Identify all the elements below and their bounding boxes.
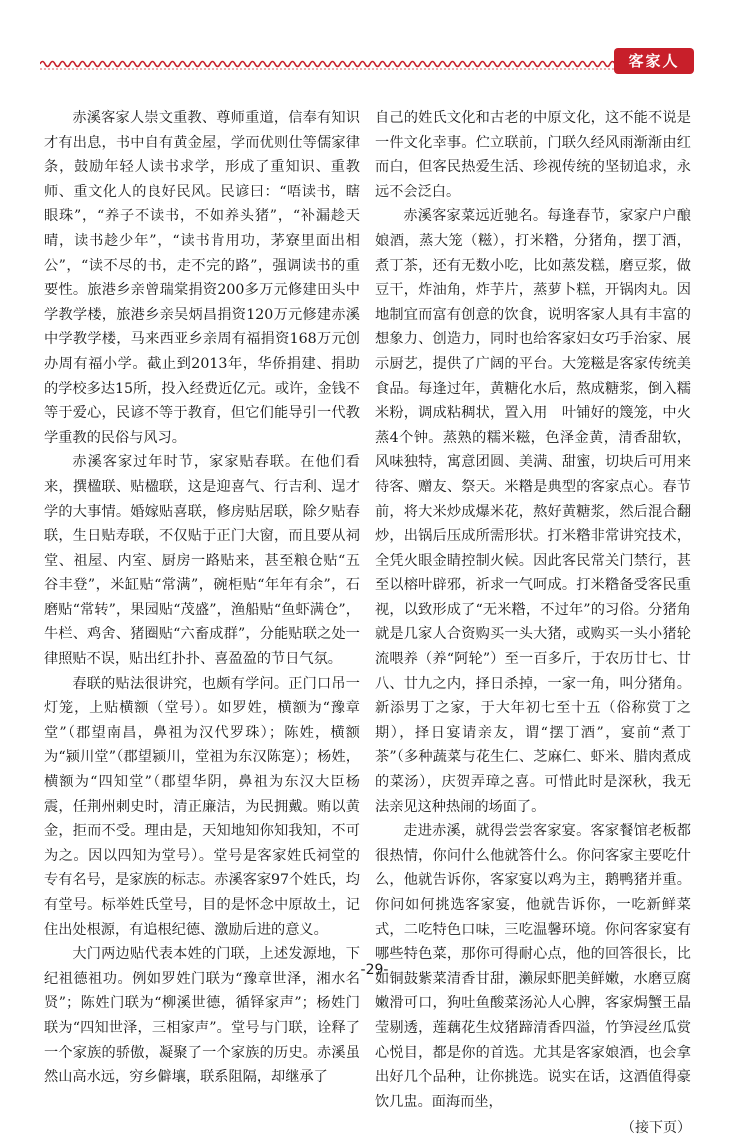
section-badge: 客家人 [614,48,694,74]
left-column [44,106,360,1090]
paragraph: 赤溪客家菜远近驰名。每逢春节，家家户户酿娘酒，蒸大笼（糍），打米糌，分猪角，摆丁酒，煮丁茶，还有无数小吃，比如蒸发糕，磨豆浆，做豆干，炸油角，炸芋片，蒸萝卜糕，开锅肉丸。因地制宜而富有创意的饮食，说明客家人具有丰富的想象力、创造力，同时也给客家妇女巧手治家、展示厨艺，提供了广阔的平台。大笼糍是客家传统美食品。每逢过年，黄糖化水后，熬成糖浆，倒入糯米粉，调成粘稠状，置入用 叶铺好的篾笼，中火蒸4个钟。蒸熟的糯米糍，色泽金黄，清香甜软，风味独特，寓意团圆、美满、甜蜜，切块后可用来待客、赠友、祭天。米糌是典型的客家点心。春节前，将大米炒成爆米花，熬好黄糖浆，然后混合翻炒，出锅后压成所需形状。打米糌非常讲究技术，全凭火眼金睛控制火候。因此客民常关门禁行，甚至以榕叶辟邪，祈求一气呵成。打米糌备受客民重视，以致形成了“无米糌，不过年”的习俗。分猪角就是几家人合资购买一头大猪，或购买一头小猪轮流喂养（养“阿轮”）至一百多斤，于农历廿七、廿八、廿九之内，择日杀掉，一家一角，叫分猪角。新添男丁之家，于大年初七至十五（俗称赏丁之期），择日宴请亲友，谓“摆丁酒”，宴前“煮丁茶”（多种蔬菜与花生仁、芝麻仁、虾米、腊肉煮成的菜汤），庆贺弄璋之喜。可惜此时是深秋，我无法亲见这种热闹的场面了。 [375,208,691,815]
paragraph: 赤溪客家过年时节，家家贴春联。在他们看来，撰楹联、贴楹联，这是迎喜气、行吉利、逞才学的大事情。婚嫁贴喜联，修房贴居联，除夕贴春联，生日贴寿联，不仅贴于正门大窗，而且要从祠堂、祖屋、内室、厨房一路贴来，甚至粮仓贴“五谷丰登”，米缸贴“常满”，碗柜贴“年年有余”，石磨贴“常转”，果园贴“茂盛”，渔船贴“鱼虾满仓”，牛栏、鸡舍、猪圈贴“六畜成群”，分能贴联之处一律照贴不误，贴出红扑扑、喜盈盈的节日气氛。 [44,454,360,668]
paragraph: 赤溪客家人崇文重教、尊师重道，信奉有知识才有出息，书中自有黄金屋，学而优则仕等儒家律条，鼓励年轻人读书求学，形成了重知识、重教师、重文化人的良好民风。民谚曰：“唔读书，瞎眼珠”，“养子不读书，不如养头猪”，“补漏趁天晴，读书趁少年”，“读书肯用功，茅寮里面出相公”，“读不尽的书，走不完的路”，强调读书的重要性。旅港乡亲曾瑞棠捐资200多万元修建田头中学教学楼，旅港乡亲吴炳昌捐资120万元修建赤溪中学教学楼，马来西亚乡亲周有福捐资168万元创办周有福小学。截止到2013年，华侨捐建、捐助的学校多达15所，投入经费近亿元。或许，金钱不等于爱心，民谚不等于教育，但它们能导引一代教学重教的民俗与风习。 [44,110,360,446]
paragraph: 春联的贴法很讲究，也颇有学问。正门口吊一灯笼，上贴横额（堂号）。如罗姓，横额为“豫章堂”（郡望南昌，鼻祖为汉代罗珠）；陈姓，横额为“颍川堂”（郡望颍川，堂祖为东汉陈寔）；杨姓，横额为“四知堂”（郡望华阴，鼻祖为东汉大臣杨震，任荆州刺史时，清正廉洁，为民拥戴。贿以黄金，拒而不受。理由是，天知地知你知我知，不可为之。因以四知为堂号）。堂号是客家姓氏祠堂的专有名号，是家族的标志。赤溪客家97个姓氏，均有堂号。标举姓氏堂号，目的是怀念中原故土，记住出处根源，有追根纪德、激励后进的意义。 [44,675,360,938]
continued-note: （接下页） [621,1120,691,1137]
header-wave-ornament [40,58,615,72]
right-column [375,106,691,1141]
page-number: -29- [360,962,389,978]
paragraph: 大门两边贴代表本姓的门联，上述发源地，下纪祖德祖功。例如罗姓门联为“豫章世泽，湘水名贤”；陈姓门联为“柳溪世德，循铎家声”；杨姓门联为“四知世泽，三相家声”。堂号与门联，诠释了一个家族的骄傲，凝聚了一个家族的历史。赤溪虽然山高水远，穷乡僻壤，联系阻隔，却继承了 [44,946,360,1086]
paragraph: 走进赤溪，就得尝尝客家宴。客家餐馆老板都很热情，你问什么他就答什么。你问客家主要吃什么，他就告诉你，客家宴以鸡为主，鹅鸭猪并重。你问如何挑选客家宴，他就告诉你，一吃新鲜菜式，二吃特色口味，三吃温馨环境。你问客家宴有哪些特色菜，那你可得耐心点，他的回答很长，比如铜鼓紫菜清香甘甜，濑尿虾肥美鲜嫩，水磨豆腐嫩滑可口，狗吐鱼酸菜汤沁人心脾，客家焗蟹王晶莹剔透，莲藕花生炆猪蹄清香四溢，竹笋浸丝瓜赏心悦目，都是你的首选。尤其是客家娘酒，也会拿出好几个品种，让你挑选。说实在话，这酒值得豪饮几盅。面海而坐， [375,823,691,1110]
paragraph: 自己的姓氏文化和古老的中原文化，这不能不说是一件文化幸事。伫立联前，门联久经风雨渐渐由红而白，但客民热爱生活、珍视传统的坚韧追求，永远不会泛白。 [375,110,691,200]
